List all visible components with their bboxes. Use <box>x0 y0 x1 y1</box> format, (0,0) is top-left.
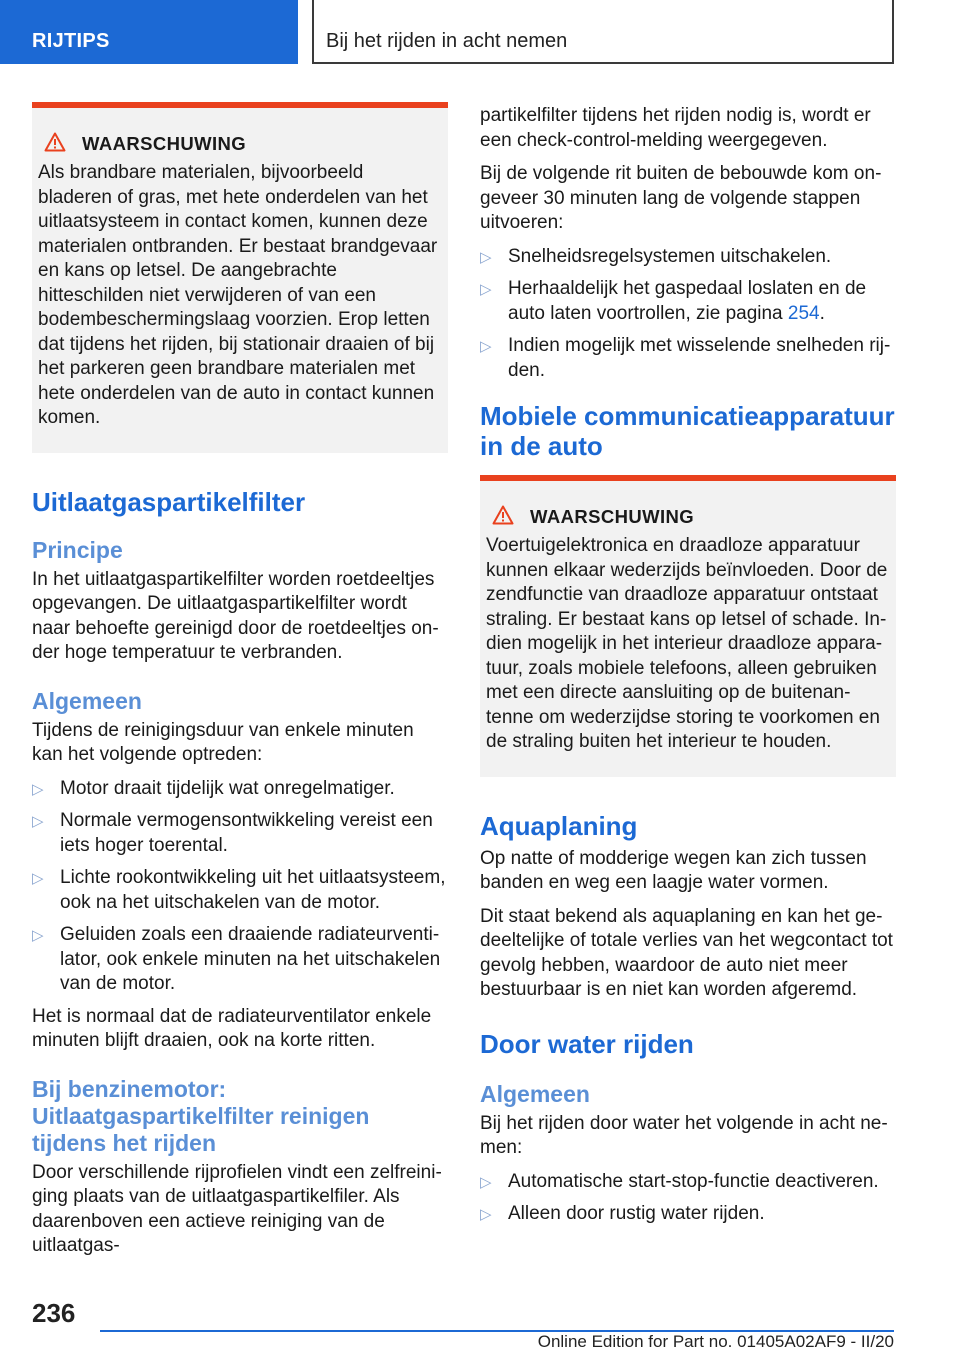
bullet-triangle-icon: ▷ <box>32 780 44 798</box>
list-item: ▷ Snelheidsregelsystemen uitschakelen. <box>480 245 896 270</box>
bullet-triangle-icon: ▷ <box>32 813 44 830</box>
warning-title-text: WAARSCHUWING <box>530 506 695 527</box>
subheading-principe: Principe <box>32 536 123 563</box>
bullet-triangle-icon: ▷ <box>480 1206 492 1223</box>
continued-text: partikelfilter tijdens het rijden nodig is, wordt er een check-control-melding weergegeven. <box>480 105 871 151</box>
section-title-filter: Uitlaatgaspartikelfilter <box>32 486 306 517</box>
warning-title <box>38 132 442 155</box>
subheading-benzinemotor: Bij benzinemotor: Uitlaatgaspartikelfilter reinigen tijdens het rijden <box>32 1075 370 1156</box>
warning-triangle-icon <box>44 132 66 152</box>
section-title-mobiele: Mobiele communicatieapparatuur in de auto <box>480 401 895 461</box>
door-water-list <box>480 1170 896 1227</box>
warning-text: Als brandbare materialen, bijvoorbeeld bladeren of gras, met hete onderdelen van het uitlaatsysteem in contact komen, kunnen deze materialen ontbranden. Er bestaat brandgevaar en kans op letsel. De aangebrachte hitteschilden niet verwijderen of van een bodembeschermingslaag voorzien. Erop letten dat tijdens het rijden, bij stationair draaien of bij het parkeren geen brandbare materialen met hete onderdelen van de auto in contact kunnen komen. <box>38 162 438 428</box>
bullet-triangle-icon: ▷ <box>32 927 44 944</box>
list-item: ▷ Lichte rookontwikkeling uit het uitlaatsysteem, ook na het uitschakelen van de motor. <box>32 867 446 913</box>
benzine-text: Door verschillende rijprofielen vindt een zelfreiniging plaats van de uitlaatgaspartikelfiler. Als daarenboven een actieve reiniging van de uitlaatgas- <box>32 1161 442 1256</box>
bullet-triangle-icon: ▷ <box>480 281 492 298</box>
list-item: ▷ Alleen door rustig water rijden. <box>480 1202 896 1227</box>
algemeen-intro: Tijdens de reinigingsduur van enkele minuten kan het volgende optreden: <box>32 719 414 765</box>
list-item: ▷ Normale vermogensontwikkeling vereist een iets hoger toerental. <box>32 810 433 856</box>
algemeen-outro: Het is normaal dat de radiateurventilator enkele minuten blijft draaien, ook na korte ritten. <box>32 1005 432 1051</box>
list-item: ▷ Automatische start-stop-functie deactiveren. <box>480 1170 896 1195</box>
door-water-intro: Bij het rijden door water het volgende in acht nemen: <box>480 1112 888 1158</box>
left-column <box>32 102 448 1268</box>
subheading-algemeen: Algemeen <box>32 687 142 714</box>
section-title-aquaplaning: Aquaplaning <box>480 810 638 841</box>
list-item: ▷ Motor draait tijdelijk wat onregelmatiger. <box>32 777 448 802</box>
warning-title <box>486 505 890 528</box>
bullet-triangle-icon: ▷ <box>32 870 44 887</box>
section-tab: RIJTIPS <box>0 0 298 64</box>
bullet-triangle-icon: ▷ <box>480 338 492 355</box>
page-number: 236 <box>32 1298 76 1328</box>
list-item: ▷ Herhaaldelijk het gaspedaal loslaten en de auto laten voortrollen, zie pagina 254. <box>480 278 867 324</box>
bullet-triangle-icon: ▷ <box>480 1173 492 1191</box>
warning-triangle-icon <box>492 505 514 525</box>
aquaplaning-p2: Dit staat bekend als aquaplaning en kan het gedeeltelijke of totale verlies van het wegcontact tot gevolg hebben, waardoor de auto niet meer bestuurbaar is en niet kan worden afgeremd. <box>480 905 893 1000</box>
right-column <box>480 104 896 1235</box>
warning-box-2 <box>480 475 896 777</box>
page-header-title: Bij het rijden in acht nemen <box>312 0 894 64</box>
steps-intro: Bij de volgende rit buiten de bebouwde kom ongeveer 30 minuten lang de volgende stappen uitvoeren: <box>480 163 882 233</box>
principe-text: In het uitlaatgaspartikelfilter worden roetdeeltjes opgevangen. De uitlaatgaspartikelfilter wordt naar behoefte gereinigd door de roetdeeltjes onder hoge temperatuur te verbranden. <box>32 568 439 663</box>
bullet-triangle-icon: ▷ <box>480 248 492 266</box>
algemeen-list <box>32 777 448 997</box>
aquaplaning-p1: Op natte of modderige wegen kan zich tussen banden en weg een laagje water vormen. <box>480 847 867 893</box>
warning-title-text: WAARSCHUWING <box>82 133 247 154</box>
subheading-algemeen-water: Algemeen <box>480 1080 590 1107</box>
steps-list <box>480 245 896 384</box>
warning-text: Voertuigelektronica en draadloze apparatuur kunnen elkaar wederzijds beïnvloeden. Door de zendfunctie van draadloze apparatuur ontstaat straling. Er bestaat kans op letsel of schade. Indien mogelijk in het interieur draadloze apparatuur, zoals mobiele telefoons, alleen gebruiken met een directe aansluiting op de buitenantenne om wederzijdse storing te voorkomen en de straling buiten het interieur te houden. <box>486 535 888 752</box>
list-item: ▷ Geluiden zoals een draaiende radiateurventilator, ook enkele minuten na het uitschakelen van de motor. <box>32 924 441 994</box>
page-link-254[interactable]: 254 <box>787 302 820 324</box>
warning-box-1 <box>32 102 448 453</box>
section-title-door-water: Door water rijden <box>480 1028 694 1059</box>
list-item: ▷ Indien mogelijk met wisselende snelheden rijden. <box>480 335 891 381</box>
footer-edition: Online Edition for Part no. 01405A02AF9 - II/20 <box>537 1332 894 1351</box>
